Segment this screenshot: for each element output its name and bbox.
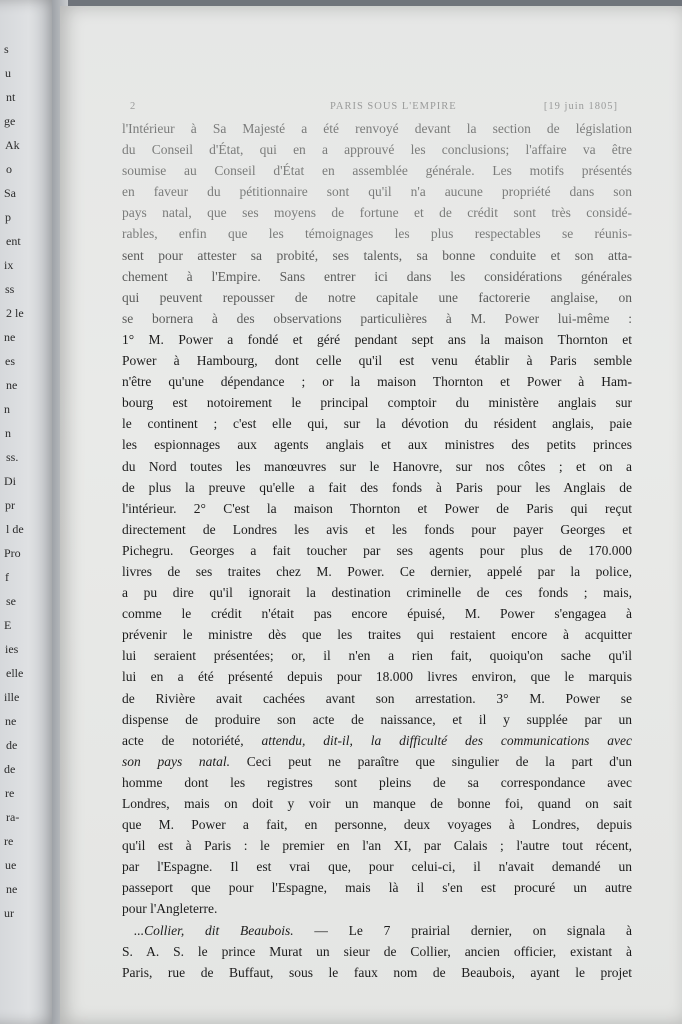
text-line: homme dont les registres sont pleins de sa correspondance avec — [122, 774, 632, 790]
left-page-fragment: l de — [6, 522, 24, 536]
left-page-fragment: ur — [4, 906, 14, 920]
text-line: lui seraient présentées; or, il n'en a rien fait, quoiqu'on sache qu'il — [122, 648, 632, 664]
left-page-fragment: p — [5, 210, 11, 224]
left-page-fragment: ies — [5, 642, 19, 656]
left-page-fragment: ue — [5, 858, 17, 872]
text-line: en faveur du pétitionnaire sont qu'il n'a aucune propriété dans son — [122, 184, 632, 200]
left-page-fragment: Pro — [4, 546, 21, 560]
text-line: de plus la preuve qu'elle a fait des fonds à Paris pour les Anglais de — [122, 479, 632, 495]
left-page-fragment: ne — [6, 882, 18, 896]
left-page-fragment: Sa — [4, 186, 16, 200]
text-line-mixed — [122, 730, 632, 751]
text-line: directement de Londres les avis et les fonds pour payer Georges et — [122, 521, 632, 537]
text-line: bourg est notoirement le principal comptoir du ministère anglais sur — [122, 395, 632, 411]
running-title: PARIS SOUS L'EMPIRE — [330, 101, 457, 112]
left-page-fragment: Ak — [5, 138, 20, 152]
text-line: Pichegru. Georges a fait toucher par ses agents pour plus de 170.000 — [122, 542, 632, 558]
text-line: S. A. S. le prince Murat un sieur de Collier, ancien officier, existant à — [122, 943, 632, 959]
text-line: prévenir le ministre dès que les traites qui restaient encore à acquitter — [122, 627, 632, 643]
left-page-fragment: se — [6, 594, 16, 608]
left-page-fragment: f — [5, 570, 9, 584]
left-page-fragment: ne — [4, 330, 16, 344]
text-span: — Le 7 prairial dernier, on signala à — [293, 922, 633, 938]
text-line: l'Intérieur à Sa Majesté a été renvoyé devant la section de législation — [122, 121, 632, 136]
left-page-fragment: nt — [6, 90, 16, 104]
page-header — [130, 101, 618, 115]
text-line: Paris, rue de Buffaut, sous le faux nom de Beaubois, ayant le projet — [122, 964, 632, 980]
text-line-mixed — [122, 751, 632, 772]
left-page-fragment: s — [4, 42, 9, 56]
text-span: Ceci peut ne paraître que singulier de la part d'un — [230, 753, 632, 769]
left-page-fragment: ent — [6, 234, 21, 248]
text-line: que M. Power a fait, en personne, deux voyages à Londres, depuis — [122, 817, 632, 833]
text-line: a pu dire qu'il ignorait la destination criminelle de ces fonds ; mais, — [122, 585, 632, 601]
text-line: sent pour attester sa probité, ses talents, sa bonne conduite et son atta- — [122, 247, 632, 263]
body-text — [122, 118, 632, 983]
paragraph-end-line: pour l'Angleterre. — [122, 901, 218, 917]
text-line: comme le crédit n'était pas encore épuisé, M. Power s'engagea à — [122, 606, 632, 622]
left-page-fragment: re — [5, 786, 15, 800]
text-line: du Conseil d'État, qui en a approuvé les conclusions; l'affaire va être — [122, 142, 632, 158]
left-page-fragment: ra- — [6, 810, 20, 824]
left-page-fragment: de — [6, 738, 18, 752]
left-page-fragment: Di — [4, 474, 16, 488]
left-page-fragment: pr — [5, 498, 15, 512]
text-line: le continent ; c'est elle qui, sur la dévotion du résident anglais, paie — [122, 416, 632, 432]
left-page-fragment: n — [5, 426, 11, 440]
left-page-fragment: ss — [5, 282, 15, 296]
section-heading: ...Collier, dit Beaubois. — [134, 922, 294, 938]
left-page-fragment: ille — [4, 690, 20, 704]
left-page-fragment: n — [4, 402, 10, 416]
left-page-fragment: 2 le — [6, 306, 24, 320]
text-line: de Rivière avait cachées avant son arrestation. 3° M. Power se — [122, 690, 632, 706]
italic-span: attendu, dit-il, la difficulté des communications avec — [261, 732, 632, 748]
text-line: pays natal, que ses moyens de fortune et de crédit sont très considé- — [122, 205, 632, 221]
left-page-fragment: ix — [4, 258, 14, 272]
page-number: 2 — [130, 101, 137, 112]
text-line: lui en a été présenté depuis pour 18.000 livres environ, que le marquis — [122, 669, 632, 685]
left-page-fragment: elle — [6, 666, 24, 680]
left-page-fragment: ne — [5, 714, 17, 728]
section-heading-line — [122, 920, 632, 941]
text-line: chement à l'Empire. Sans entrer ici dans les considérations générales — [122, 268, 632, 284]
text-line: qui peuvent repousser de notre capitale une factorerie anglaise, on — [122, 289, 632, 305]
left-page-fragment: ne — [6, 378, 18, 392]
left-page-fragment: o — [6, 162, 12, 176]
text-line: par l'Espagne. Il est vrai que, pour celui-ci, il n'avait demandé un — [122, 859, 632, 875]
header-date: [19 juin 1805] — [543, 101, 618, 112]
left-page-fragment: u — [5, 66, 11, 80]
left-page-fragment: de — [4, 762, 16, 776]
text-line: qu'il est à Paris : le premier en l'an XI, par Calais ; l'autre tout récent, — [122, 838, 632, 854]
text-line: soumise au Conseil d'État en assemblée générale. Les motifs présentés — [122, 163, 632, 179]
text-line: l'intérieur. 2° C'est la maison Thornton et Power de Paris qui reçut — [122, 500, 632, 516]
text-line: livres de ses traites chez M. Power. Ce dernier, appelé par la police, — [122, 563, 632, 579]
italic-span: son pays natal. — [122, 753, 231, 769]
left-page-fragment: es — [5, 354, 15, 368]
text-line: passeport que pour l'Espagne, mais là il s'en est procuré un autre — [122, 880, 632, 896]
text-line: se bornera à des observations particulières à M. Power lui-même : — [122, 310, 632, 326]
text-span: acte de notoriété, — [122, 732, 262, 748]
book-page — [60, 6, 682, 1024]
text-line: Londres, mais on doit y voir un manque de bonne foi, quand on sait — [122, 796, 632, 811]
text-line: les espionnages aux agents anglais et aux ministres des petits princes — [122, 437, 632, 453]
left-page-fragment: ge — [4, 114, 16, 128]
left-page-fragment: ss. — [6, 450, 19, 464]
left-page-fragment: re — [4, 834, 14, 848]
left-page-fragment: E — [4, 618, 12, 632]
text-line: n'être qu'une dépendance ; or la maison Thornton et Power à Ham- — [122, 374, 632, 390]
text-line: du Nord toutes les manœuvres sur le Hanovre, sur nos côtes ; et on a — [122, 458, 632, 474]
text-line: Power à Hambourg, dont celle qu'il est venu établir à Paris semble — [122, 353, 632, 369]
text-line: 1° M. Power a fondé et géré pendant sept ans la maison Thornton et — [122, 331, 632, 347]
left-page-edge — [0, 0, 58, 1024]
text-line: dispense de produire son acte de naissance, et il y supplée par un — [122, 711, 632, 727]
text-line: rables, enfin que les témoignages les plus respectables se réunis- — [122, 226, 632, 242]
faded-lines — [122, 118, 632, 329]
